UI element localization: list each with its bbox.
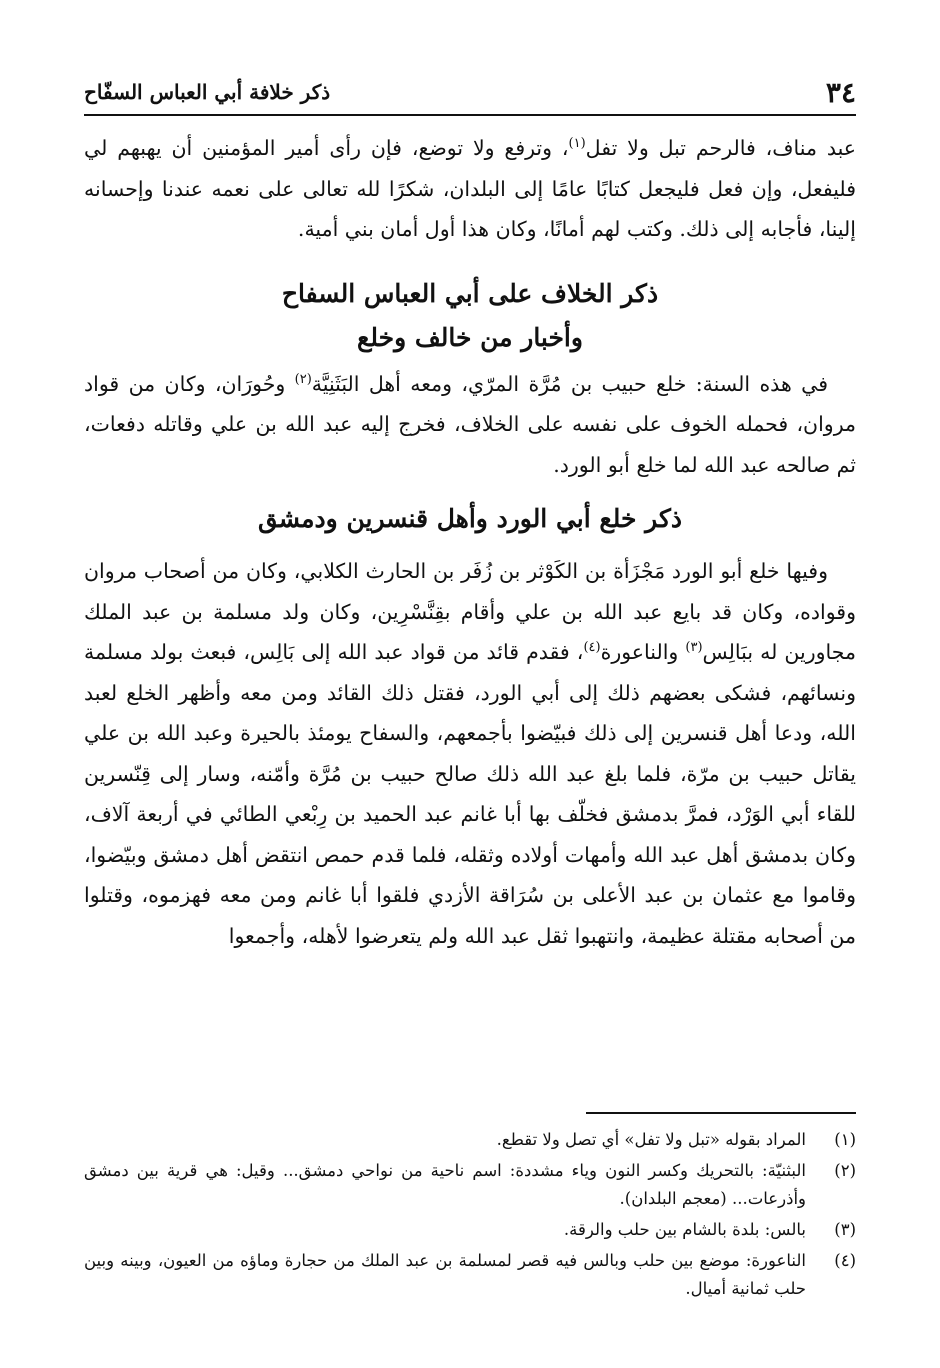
footnote-number: (١) bbox=[834, 1130, 856, 1149]
paragraph-1 bbox=[84, 128, 856, 250]
page-header bbox=[84, 70, 856, 116]
paragraph-1-text-b: ، وترفع ولا توضع، فإن رأى أمير المؤمنين أن يهبهم لي فليفعل، وإن فعل فليجعل كتابًا عامًا إلى البلدان، شكرًا لله تعالى على نعمه عندنا وإحسانه إلينا، فأجابه إلى ذلك. وكتب لهم أمانًا، وكان هذا أول أمان بني أمية. bbox=[84, 136, 856, 241]
section-heading-1 bbox=[84, 250, 856, 364]
footnote-text: البثنيّة: بالتحريك وكسر النون وياء مشددة: اسم ناحية من نواحي دمشق... وقيل: هي قرية بين دمشق وأذرعات... (معجم البلدان). bbox=[84, 1161, 806, 1208]
section-heading-2 bbox=[84, 485, 856, 551]
footnote-4 bbox=[84, 1247, 856, 1303]
footnote-3 bbox=[84, 1216, 856, 1244]
paragraph-3-text-a: وفيها خلع أبو الورد مَجْزَأة بن الكَوْثر بن زُفَر بن الحارث الكلابي، وكان من أصحاب مروان وقواده، وكان قد بايع عبد الله بن علي وأقام بقِنَّسْرِين، وكان ولد مسلمة بن عبد الملك مجاورين له ببَالِس bbox=[84, 559, 857, 664]
footnote-divider bbox=[586, 1112, 856, 1114]
page-body bbox=[84, 128, 856, 956]
section-heading-2-line: ذكر خلع أبي الورد وأهل قنسرين ودمشق bbox=[258, 504, 682, 533]
paragraph-2-text-b: وحُورَان، وكان من قواد مروان، فحمله الخوف على نفسه على الخلاف، فخرج إليه عبد الله بن علي وقاتله دفعات، ثم صالحه عبد الله لما خلع أبو الورد. bbox=[84, 371, 856, 477]
footnotes bbox=[84, 1126, 856, 1306]
footnote-number: (٢) bbox=[834, 1161, 856, 1180]
footnote-text: المراد بقوله «تبل ولا تفل» أي تصل ولا تقطع. bbox=[496, 1130, 806, 1149]
running-title: ذكر خلافة أبي العباس السفّاح bbox=[84, 80, 331, 104]
paragraph-3-text-c: ، فقدم قائد من قواد عبد الله إلى بَالِس، فبعث بولد مسلمة ونسائهم، فشكى بعضهم ذلك إلى أبي الورد، فقتل ذلك القائد ومن معه وأظهر الخلع لعبد الله، ودعا أهل قنسرين إلى ذلك فبيّضوا بأجمعهم، والسفاح يومئذ بالحيرة وعبد الله بن علي يقاتل حبيب بن مرّة، فلما بلغ عبد الله ذلك صالح حبيب بن مُرَّة وأمّنه، وسار إلى قِنّسرين للقاء أبي الوَرْد، فمرَّ بدمشق فخلّف بها أبا غانم عبد الحميد بن رِبْعي الطائي في أربعة آلاف، وكان بدمشق أهل عبد الله وأمهات أولاده وثقله، فلما قدم حمص انتقض أهل دمشق وبيّضوا، وقاموا مع عثمان بن عبد الأعلى بن سُرَاقة الأزدي فلقوا أبا غانم ومن معه فهزموه، وقتلوا من أصحابه مقتلة عظيمة، وانتهبوا ثقل عبد الله ولم يتعرضوا لأهله، وأجمعوا bbox=[84, 640, 856, 948]
paragraph-1-text-a: عبد مناف، فالرحم تبل ولا تفل bbox=[585, 136, 856, 160]
footnote-1 bbox=[84, 1126, 856, 1154]
footnote-ref-4: (٤) bbox=[583, 640, 601, 656]
footnote-ref-1: (١) bbox=[568, 136, 586, 152]
footnote-number: (٤) bbox=[834, 1251, 856, 1270]
footnote-number: (٣) bbox=[834, 1220, 856, 1239]
paragraph-3-text-b: والناعورة bbox=[600, 640, 686, 664]
paragraph-2 bbox=[84, 364, 856, 486]
footnote-2 bbox=[84, 1157, 856, 1213]
footnote-text: بالس: بلدة بالشام بين حلب والرقة. bbox=[563, 1220, 806, 1239]
paragraph-3 bbox=[84, 551, 856, 956]
footnote-ref-3: (٣) bbox=[685, 640, 703, 656]
paragraph-2-text-a: في هذه السنة: خلع حبيب بن مُرَّة المرّي، ومعه أهل البَثَنِيَّة bbox=[311, 371, 829, 396]
footnote-text: الناعورة: موضع بين حلب وبالس فيه قصر لمسلمة بن عبد الملك من حجارة وماؤه من العيون، وبينه وبين حلب ثمانية أميال. bbox=[84, 1251, 806, 1298]
section-heading-1-line-1: ذكر الخلاف على أبي العباس السفاح bbox=[281, 278, 659, 308]
page-number: ٣٤ bbox=[825, 75, 856, 109]
section-heading-1-line-2: وأخبار من خالف وخلع bbox=[357, 322, 583, 352]
footnote-ref-2: (٢) bbox=[294, 371, 312, 387]
